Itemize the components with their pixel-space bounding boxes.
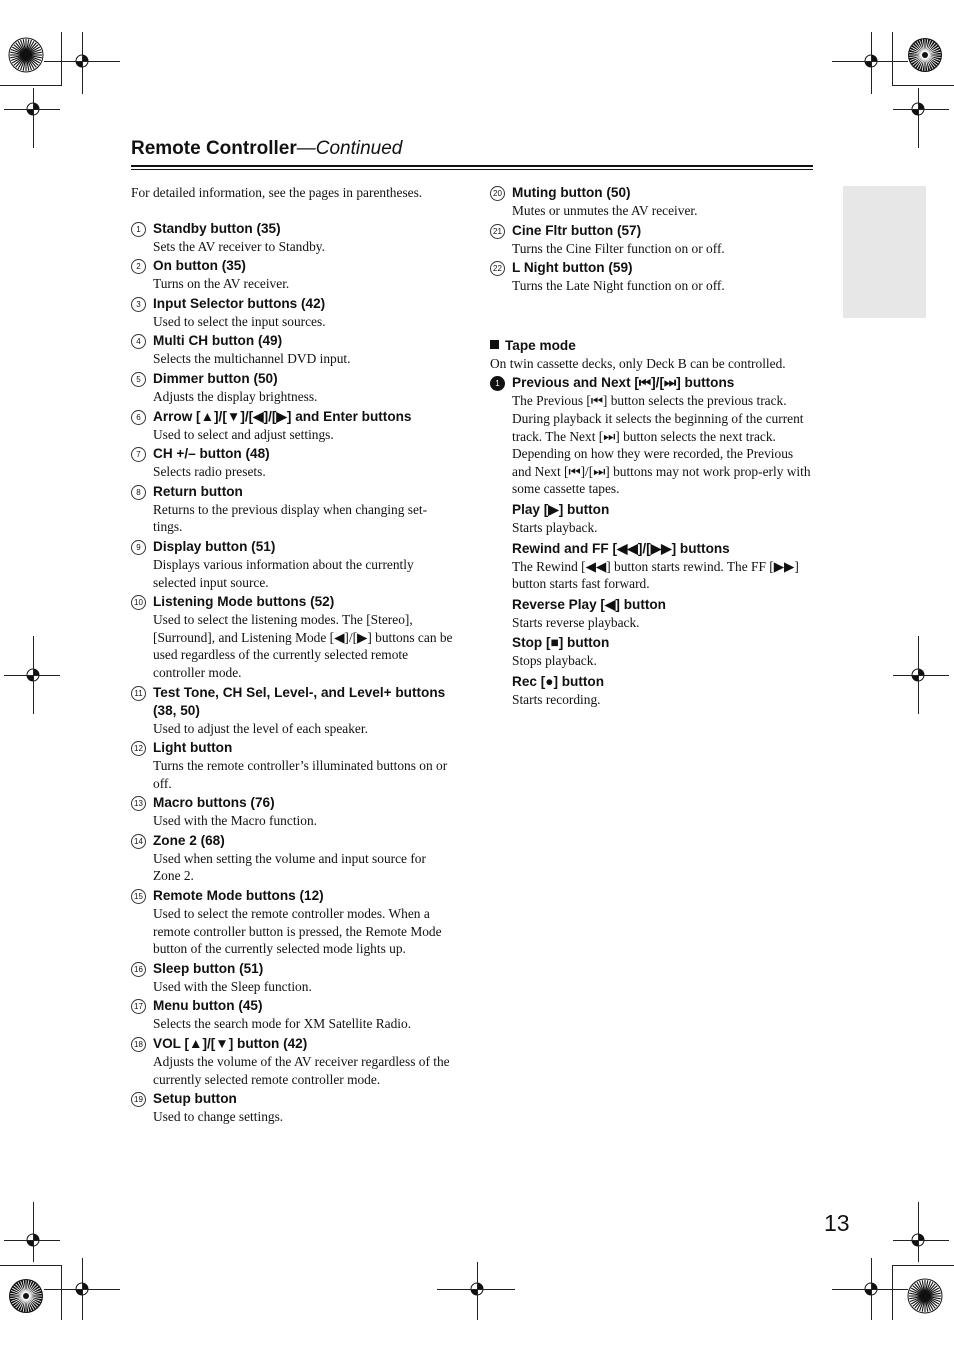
item-title: Zone 2 (68): [153, 832, 225, 848]
item-number: 3: [131, 297, 146, 312]
list-item: [490, 374, 815, 498]
item-desc: Used to change settings.: [153, 1109, 284, 1125]
item-title: Stop [■] button: [512, 635, 610, 651]
item-desc: The Rewind [◀◀] button starts rewind. The FF [▶▶] button starts fast forward.: [512, 558, 799, 592]
item-number: 2: [131, 259, 146, 274]
item-number: 1: [490, 376, 505, 391]
list-item: [131, 794, 456, 830]
item-number: 8: [131, 485, 146, 500]
item-title: Dimmer button (50): [153, 370, 278, 386]
item-number: 4: [131, 334, 146, 349]
item-title: Reverse Play [◀] button: [512, 596, 666, 612]
list-item: [131, 684, 456, 738]
item-number: 16: [131, 962, 146, 977]
item-number: 7: [131, 447, 146, 462]
item-desc: Starts playback.: [512, 519, 598, 535]
list-item: [131, 960, 456, 996]
list-item: [131, 483, 456, 536]
tape-subitem: [490, 673, 815, 709]
list-item: [490, 184, 815, 220]
list-item: [131, 739, 456, 792]
item-number: 10: [131, 595, 146, 610]
item-number: 1: [131, 222, 146, 237]
item-desc: Adjusts the volume of the AV receiver regardless of the currently selected remote controller mode.: [153, 1054, 450, 1087]
item-desc: Used with the Sleep function.: [153, 978, 312, 994]
item-number: 19: [131, 1092, 146, 1107]
button-list-right: [490, 184, 815, 295]
item-title: Macro buttons (76): [153, 795, 275, 811]
item-number: 5: [131, 372, 146, 387]
item-title: Display button (51): [153, 538, 276, 554]
square-bullet-icon: [490, 340, 499, 349]
item-title: Arrow [▲]/[▼]/[◀]/[▶] and Enter buttons: [153, 408, 412, 424]
item-desc: Turns the remote controller’s illuminated buttons on or off.: [153, 758, 448, 791]
item-number: 15: [131, 889, 146, 904]
item-desc: Used to select the listening modes. The [Stereo], [Surround], and Listening Mode [◀]/[▶] buttons can be used regardless of the currently selected remote controller mode.: [153, 612, 453, 680]
item-title: Sleep button (51): [153, 960, 264, 976]
item-number: 22: [490, 261, 505, 276]
registration-starburst-icon: [907, 37, 943, 73]
item-desc: Turns the Cine Filter function on or off.: [512, 240, 725, 256]
right-column: [490, 184, 815, 709]
item-title: Input Selector buttons (42): [153, 295, 326, 311]
item-title: Setup button: [153, 1091, 237, 1107]
item-desc: Starts reverse playback.: [512, 614, 640, 630]
item-desc: Starts recording.: [512, 691, 601, 707]
page-header: [131, 138, 813, 160]
item-desc: Sets the AV receiver to Standby.: [153, 238, 325, 254]
header-title: Remote Controller: [131, 138, 297, 159]
item-title: Test Tone, CH Sel, Level-, and Level+ buttons (38, 50): [153, 684, 446, 718]
item-desc: Selects the multichannel DVD input.: [153, 351, 351, 367]
list-item: [131, 1035, 456, 1088]
item-title: Standby button (35): [153, 220, 281, 236]
item-number: 6: [131, 410, 146, 425]
item-number: 12: [131, 741, 146, 756]
header-rule-thin: [131, 169, 813, 170]
tape-subitem: [490, 634, 815, 670]
item-number: 9: [131, 540, 146, 555]
tape-mode-intro: On twin cassette decks, only Deck B can be controlled.: [490, 355, 786, 371]
item-title: Menu button (45): [153, 998, 263, 1014]
registration-starburst-icon: [907, 1278, 943, 1314]
item-number: 14: [131, 834, 146, 849]
list-item: [490, 222, 815, 258]
item-number: 20: [490, 186, 505, 201]
list-item: [131, 832, 456, 885]
list-item: [131, 593, 456, 681]
item-number: 17: [131, 999, 146, 1014]
button-list-left: [131, 220, 456, 1126]
item-title: On button (35): [153, 258, 246, 274]
side-tab: [843, 186, 926, 318]
item-desc: Selects radio presets.: [153, 464, 266, 480]
item-desc: The Previous [⏮] button selects the previous track. During playback it selects the beginning of the current track. The Next [⏭] button selects the next track.: [512, 393, 804, 444]
item-title: Return button: [153, 483, 243, 499]
header-rule: [131, 165, 813, 167]
item-desc: Used to select the input sources.: [153, 313, 326, 329]
item-title: Listening Mode buttons (52): [153, 594, 335, 610]
item-desc: Stops playback.: [512, 653, 597, 669]
item-title: Play [▶] button: [512, 501, 610, 517]
list-item: [131, 1090, 456, 1126]
item-desc: Depending on how they were recorded, the Previous and Next [⏮]/[⏭] buttons may not work prop-erly with some cassette tapes.: [512, 446, 811, 497]
registration-starburst-icon: [8, 37, 44, 73]
list-item: [131, 295, 456, 331]
item-desc: Selects the search mode for XM Satellite Radio.: [153, 1016, 412, 1032]
list-item: [131, 887, 456, 958]
item-number: 21: [490, 224, 505, 239]
item-desc: Used to select the remote controller modes. When a remote controller button is pressed, the Remote Mode button of the currently selected mode lights up.: [153, 906, 442, 957]
intro-text: For detailed information, see the pages in parentheses.: [131, 185, 423, 200]
item-title: Previous and Next [⏮]/[⏭] buttons: [512, 375, 735, 391]
item-title: Multi CH button (49): [153, 333, 283, 349]
item-desc: Turns the Late Night function on or off.: [512, 278, 725, 294]
item-desc: Mutes or unmutes the AV receiver.: [512, 203, 698, 218]
item-title: Light button: [153, 740, 233, 756]
tape-mode-heading: Tape mode: [490, 337, 815, 355]
list-item: [131, 538, 456, 591]
item-desc: Returns to the previous display when changing set-tings.: [153, 501, 428, 535]
item-title: VOL [▲]/[▼] button (42): [153, 1036, 308, 1052]
list-item: [490, 259, 815, 295]
item-desc: Turns on the AV receiver.: [153, 276, 290, 292]
tape-subitem-list: [490, 501, 815, 709]
page-number: 13: [824, 1210, 850, 1236]
item-desc: Adjusts the display brightness.: [153, 388, 318, 404]
item-title: Cine Fltr button (57): [512, 222, 642, 238]
list-item: [131, 408, 456, 444]
item-title: Muting button (50): [512, 185, 631, 200]
item-title: Remote Mode buttons (12): [153, 888, 324, 904]
item-title: CH +/– button (48): [153, 446, 270, 462]
item-title: Rec [●] button: [512, 673, 605, 689]
item-desc: Used to select and adjust settings.: [153, 426, 334, 442]
list-item: [131, 220, 456, 256]
item-desc: Displays various information about the currently selected input source.: [153, 556, 414, 590]
item-title: Rewind and FF [◀◀]/[▶▶] buttons: [512, 540, 730, 556]
left-column: [131, 184, 456, 1128]
registration-starburst-icon: [8, 1278, 44, 1314]
item-number: 18: [131, 1037, 146, 1052]
list-item: [131, 370, 456, 406]
list-item: [131, 332, 456, 368]
tape-subitem: [490, 596, 815, 632]
item-desc: Used to adjust the level of each speaker.: [153, 720, 368, 736]
tape-subitem: [490, 540, 815, 593]
item-desc: Used with the Macro function.: [153, 813, 317, 829]
tape-subitem: [490, 501, 815, 537]
list-item: [131, 997, 456, 1033]
header-continued: —Continued: [296, 138, 403, 159]
item-title: L Night button (59): [512, 260, 633, 276]
list-item: [131, 257, 456, 293]
item-number: 13: [131, 796, 146, 811]
list-item: [131, 445, 456, 481]
item-desc: Used when setting the volume and input source for Zone 2.: [153, 850, 426, 884]
item-number: 11: [131, 686, 146, 701]
